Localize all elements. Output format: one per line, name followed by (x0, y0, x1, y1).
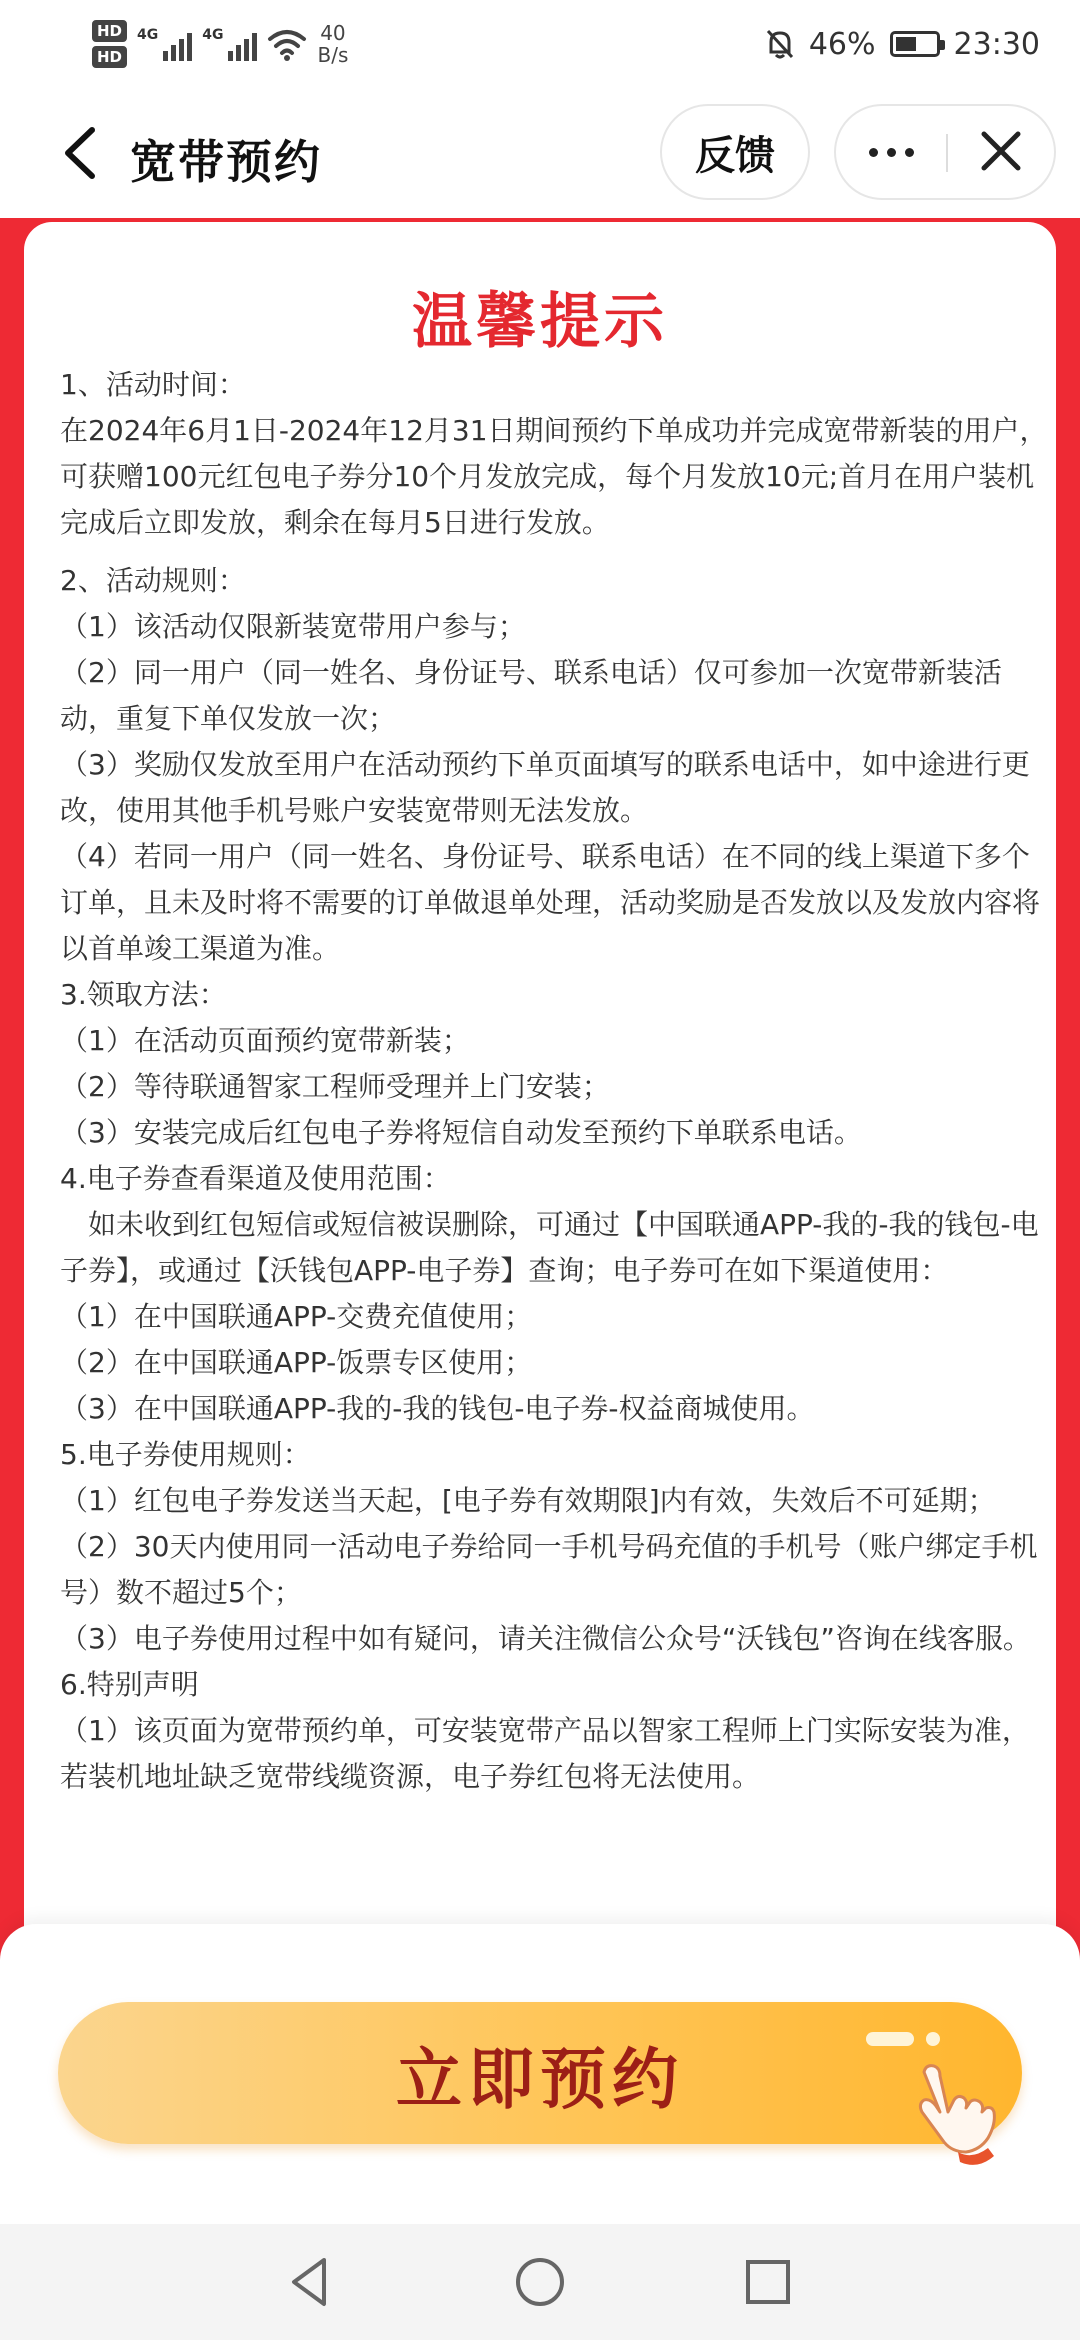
back-arrow-icon[interactable] (52, 120, 112, 186)
rule-line: （4）若同一用户（同一姓名、身份证号、联系电话）在不同的线上渠道下多个订单，且未及时将不需要的订单做退单处理，活动奖励是否发放以及发放内容将以首单竣工渠道为准。 (60, 840, 1041, 965)
notice-title: 温馨提示 (412, 287, 668, 357)
rule-line: （2）同一用户（同一姓名、身份证号、联系电话）仅可参加一次宽带新装活动，重复下单仅发放一次； (60, 656, 1002, 735)
speed-value: 40 (320, 21, 346, 45)
network-speed (317, 22, 348, 66)
clock: 23:30 (953, 26, 1040, 62)
network-type-1: 4G (137, 27, 159, 43)
network-type-2: 4G (202, 27, 224, 43)
more-dots-icon[interactable] (836, 106, 946, 198)
rule-line: （3）在中国联通APP-我的-我的钱包-电子券-权益商城使用。 (60, 1392, 815, 1425)
rule-line: 如未收到红包短信或短信被误删除，可通过【中国联通APP-我的-我的钱包-电子券】，或通过【沃钱包APP-电子券】查询；电子券可在如下渠道使用： (60, 1208, 1039, 1287)
rule-line: （3）安装完成后红包电子券将短信自动发至预约下单联系电话。 (60, 1116, 862, 1149)
battery-percent: 46% (808, 26, 876, 62)
status-bar (0, 0, 1080, 88)
rule-line: 在2024年6月1日-2024年12月31日期间预约下单成功并完成宽带新装的用户，可获赠100元红包电子券分10个月发放完成，每个月发放10元;首月在用户装机完成后立即发放，剩余在每月5日进行发放。 (60, 414, 1048, 539)
section-heading: 4.电子券查看渠道及使用范围： (60, 1162, 451, 1195)
notice-card (24, 222, 1056, 1982)
rule-line: （1）该活动仅限新装宽带用户参与； (60, 610, 526, 643)
system-nav-bar (0, 2224, 1080, 2340)
button-shine (866, 2032, 914, 2046)
nav-bar (0, 88, 1080, 218)
feedback-button[interactable]: 反馈 (660, 104, 810, 200)
rules-text (60, 362, 1050, 1800)
rule-line: （2）在中国联通APP-饭票专区使用； (60, 1346, 533, 1379)
rule-line: （2）等待联通智家工程师受理并上门安装； (60, 1070, 610, 1103)
status-left (92, 14, 348, 74)
speed-unit: B/s (317, 43, 349, 67)
rule-line: （3）奖励仅发放至用户在活动预约下单页面填写的联系电话中，如中途进行更改，使用其他手机号账户安装宽带则无法发放。 (60, 748, 1030, 827)
hand-pointer-icon (896, 2052, 1016, 2172)
mute-bell-icon (765, 28, 795, 60)
section-heading: 5.电子券使用规则： (60, 1438, 311, 1471)
section-heading: 2、活动规则： (60, 564, 246, 597)
close-icon[interactable] (948, 106, 1056, 198)
rule-line: （1）红包电子券发送当天起，[电子券有效期限]内有效，失效后不可延期； (60, 1484, 996, 1517)
back-triangle-icon[interactable] (280, 2252, 340, 2312)
hd1-icon: HD (92, 20, 127, 42)
bottom-panel (0, 1924, 1080, 2224)
rule-line: （1）在中国联通APP-交费充值使用； (60, 1300, 533, 1333)
section-heading: 6.特别声明 (60, 1668, 199, 1701)
hd2-icon: HD (92, 46, 127, 68)
hd-indicators (92, 20, 127, 68)
battery-icon (890, 31, 940, 57)
mini-program-capsule (834, 104, 1056, 200)
status-right (765, 20, 1040, 68)
home-circle-icon[interactable] (510, 2252, 570, 2312)
recents-square-icon[interactable] (738, 2252, 798, 2312)
rule-line: （2）30天内使用同一活动电子券给同一手机号码充值的手机号（账户绑定手机号）数不超过5个； (60, 1530, 1038, 1609)
signal-2-icon (202, 27, 257, 61)
rule-line: （1）该页面为宽带预约单，可安装宽带产品以智家工程师上门实际安装为准，若装机地址缺乏宽带线缆资源，电子券红包将无法使用。 (60, 1714, 1030, 1793)
rule-line: （1）在活动页面预约宽带新装； (60, 1024, 470, 1057)
book-now-button[interactable] (58, 2002, 1022, 2144)
section-heading: 3.领取方法： (60, 978, 227, 1011)
rule-line: （3）电子券使用过程中如有疑问，请关注微信公众号“沃钱包”咨询在线客服。 (60, 1622, 1031, 1655)
page-title: 宽带预约 (130, 135, 322, 189)
section-heading: 1、活动时间： (60, 368, 246, 401)
button-shine-dot (926, 2032, 940, 2046)
signal-1-icon (137, 27, 192, 61)
book-now-label: 立即预约 (396, 2040, 684, 2118)
wifi-icon (267, 27, 307, 61)
